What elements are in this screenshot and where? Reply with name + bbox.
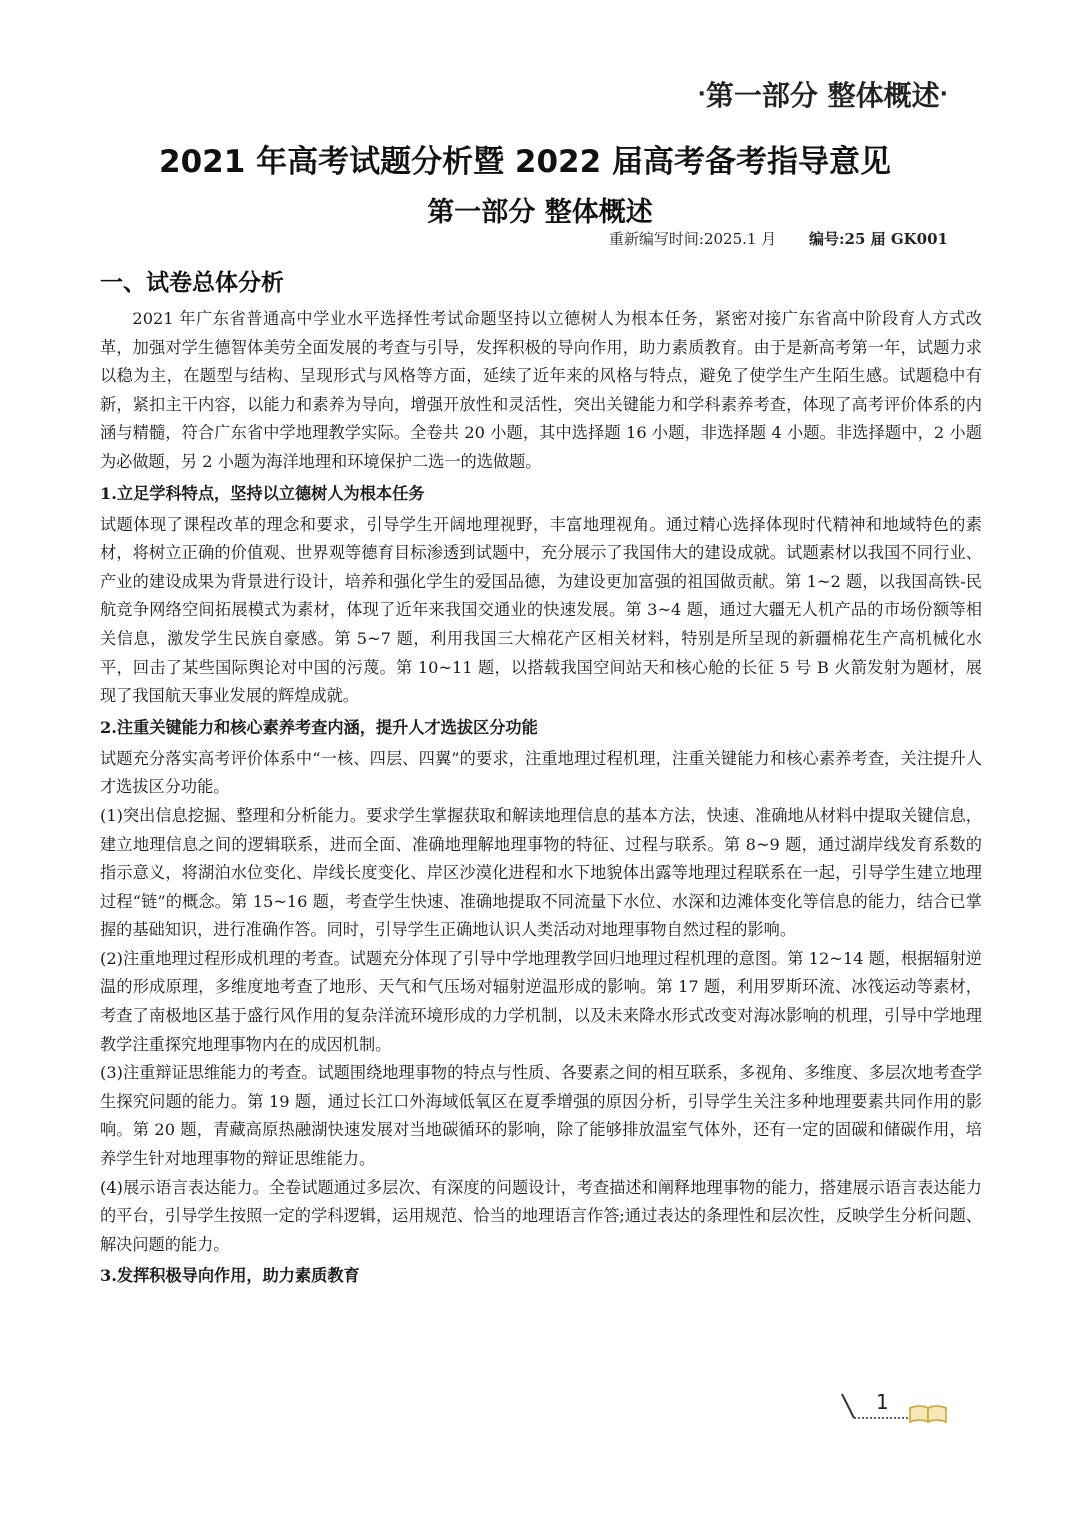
section-heading: 一、试卷总体分析 xyxy=(100,270,284,296)
revision-time: 重新编写时间:2025.1 月 xyxy=(608,230,777,248)
subsection-1-heading: 1.立足学科特点，坚持以立德树人为根本任务 xyxy=(100,483,425,503)
page-subtitle: 第一部分 整体概述 xyxy=(427,197,653,228)
page-title: 2021 年高考试题分析暨 2022 届高考备考指导意见 xyxy=(159,144,891,180)
subsection-2-body: 试题充分落实高考评价体系中“一核、四层、四翼”的要求，注重地理过程机理，注重关键能力和核心素养考查，关注提升人才选拔区分功能。 xyxy=(100,748,982,797)
subsection-2-heading: 2.注重关键能力和核心素养考查内涵，提升人才选拔区分功能 xyxy=(100,717,538,737)
page-number: 1 xyxy=(876,1390,889,1414)
subsection-2-point-3: (3)注重辩证思维能力的考查。试题围绕地理事物的特点与性质、各要素之间的相互联系，多视角、多维度、多层次地考查学生探究问题的能力。第 19 题，通过长江口外海域低氧区在夏季增强的原因分析，引导学生关注多种地理要素共同作用的影响。第 20 题，青藏高原热融湖快速发展对当地碳循环的影响，除了能够排放温室气体外，还有一定的固碳和储碳作用，培养学生针对地理事物的辩证思维能力。 xyxy=(100,1063,982,1169)
subsection-3-heading: 3.发挥积极导向作用，助力素质教育 xyxy=(100,1266,360,1286)
subsection-2-point-1: (1)突出信息挖掘、整理和分析能力。要求学生掌握获取和解读地理信息的基本方法，快速、准确地从材料中提取关键信息，建立地理信息之间的逻辑联系，进而全面、准确地理解地理事物的特征、过程与联系。第 8~9 题，通过湖岸线发育系数的指示意义，将湖泊水位变化、岸线长度变化、岸区沙漠化进程和水下地貌体出露等地理过程联系在一起，引导学生建立地理过程“链”的概念。第 15~16 题，考查学生快速、准确地提取不同流量下水位、水深和边滩体变化等信息的能力，结合已掌握的基础知识，进行准确作答。同时，引导学生正确地认识人类活动对地理事物自然过程的影响。 xyxy=(100,805,982,940)
document-code: 编号:25 届 GK001 xyxy=(808,230,948,248)
intro-paragraph: 2021 年广东省普通高中学业水平选择性考试命题坚持以立德树人为根本任务，紧密对接广东省高中阶段育人方式改革，加强对学生德智体美劳全面发展的考查与引导，发挥积极的导向作用，助力素质教育。由于是新高考第一年，试题力求以稳为主，在题型与结构、呈现形式与风格等方面，延续了近年来的风格与特点，避免了使学生产生陌生感。试题稳中有新，紧扣主干内容，以能力和素养为导向，增强开放性和灵活性，突出关键能力和学科素养考查，体现了高考评价体系的内涵与精髓，符合广东省中学地理教学实际。全卷共 20 小题，其中选择题 16 小题，非选择题 4 小题。非选择题中，2 小题为必做题，另 2 小题为海洋地理和环境保护二选一的选做题。 xyxy=(100,309,982,471)
subsection-1-body: 试题体现了课程改革的理念和要求，引导学生开阔地理视野，丰富地理视角。通过精心选择体现时代精神和地域特色的素材，将树立正确的价值观、世界观等德育目标渗透到试题中，充分展示了我国伟大的建设成就。试题素材以我国不同行业、产业的建设成果为背景进行设计，培养和强化学生的爱国品德，为建设更加富强的祖国做贡献。第 1~2 题，以我国高铁-民航竞争网络空间拓展模式为素材，体现了近年来我国交通业的快速发展。第 3~4 题，通过大疆无人机产品的市场份额等相关信息，激发学生民族自豪感。第 5~7 题，利用我国三大棉花产区相关材料，特别是所呈现的新疆棉花生产高机械化水平，回击了某些国际舆论对中国的污蔑。第 10~11 题，以搭载我国空间站天和核心舱的长征 5 号 B 火箭发射为题材，展现了我国航天事业发展的辉煌成就。 xyxy=(100,514,982,706)
header-dot-right: · xyxy=(939,82,948,107)
header-section-tag xyxy=(698,74,948,114)
subsection-2-point-4: (4)展示语言表达能力。全卷试题通过多层次、有深度的问题设计，考查描述和阐释地理事物的能力，搭建展示语言表达能力的平台，引导学生按照一定的学科逻辑，运用规范、恰当的地理语言作答;通过表达的条理性和层次性，反映学生分析问题、解决问题的能力。 xyxy=(100,1177,982,1254)
page-number-book-icon xyxy=(840,1390,950,1426)
document-meta xyxy=(609,228,948,249)
header-dot-left: · xyxy=(697,82,706,107)
page-footer xyxy=(840,1390,950,1426)
body-content xyxy=(100,305,982,1293)
header-tag-text: 第一部分 整体概述 xyxy=(705,79,940,112)
subsection-2-point-2: (2)注重地理过程形成机理的考查。试题充分体现了引导中学地理教学回归地理过程机理的意图。第 12~14 题，根据辐射逆温的形成原理，多维度地考查了地形、天气和气压场对辐射逆温形成的影响。第 17 题，利用罗斯环流、冰筏运动等素材，考查了南极地区基于盛行风作用的复杂洋流环境形成的力学机制，以及未来降水形式改变对海冰影响的机理，引导中学地理教学注重探究地理事物内在的成因机制。 xyxy=(100,948,982,1054)
